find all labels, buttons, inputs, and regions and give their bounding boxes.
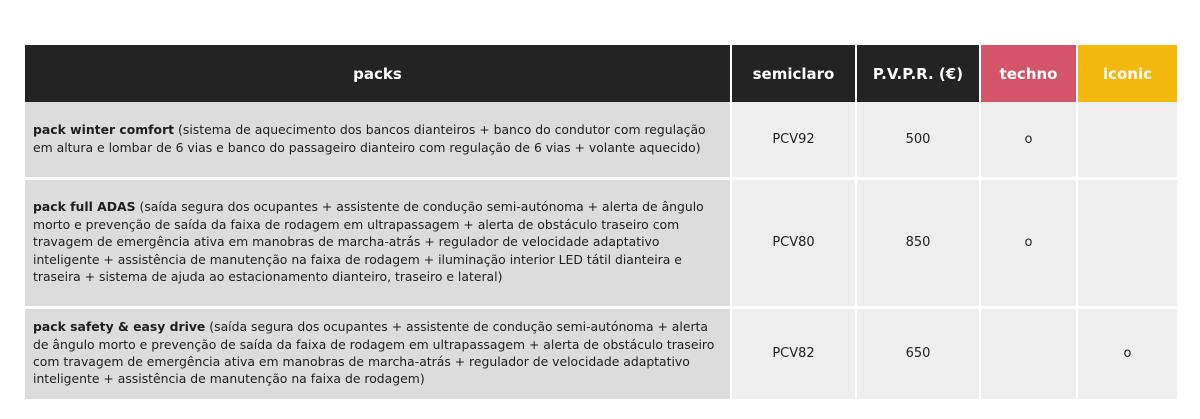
packs-table	[25, 45, 1177, 402]
iconic-availability-cell	[1077, 102, 1177, 179]
pack-name: pack winter comfort	[33, 122, 175, 138]
techno-availability-cell	[980, 308, 1077, 401]
pack-details: (saída segura dos ocupantes + assistente de condução semi-autónoma + alerta de ângulo morto e prevenção de saída da faixa de rodagem em ultrapassagem + alerta de obstáculo traseiro com travagem de emergência ativa em manobras de marcha-atrás + regulador de velocidade adaptativo inteligente + assistência de manutenção na faixa de rodagem)	[33, 319, 715, 387]
iconic-availability-cell: o	[1077, 308, 1177, 401]
header-semiclaro: semiclaro	[731, 45, 856, 102]
table-row	[25, 179, 1177, 308]
table-row	[25, 102, 1177, 179]
header-iconic: iconic	[1077, 45, 1177, 102]
pack-description-cell	[25, 179, 731, 308]
header-techno: techno	[980, 45, 1077, 102]
semiclaro-code-cell: PCV80	[731, 179, 856, 308]
header-pvpr: P.V.P.R. (€)	[856, 45, 980, 102]
semiclaro-code-cell: PCV92	[731, 102, 856, 179]
techno-availability-cell: o	[980, 179, 1077, 308]
pack-description-cell	[25, 102, 731, 179]
price-cell: 500	[856, 102, 980, 179]
pack-name: pack safety & easy drive	[33, 319, 206, 335]
pack-details: (sistema de aquecimento dos bancos dianteiros + banco do condutor com regulação em altura e lombar de 6 vias e banco do passageiro dianteiro com regulação de 6 vias + volante aquecido)	[33, 122, 706, 155]
iconic-availability-cell	[1077, 179, 1177, 308]
pack-description-cell	[25, 308, 731, 401]
techno-availability-cell: o	[980, 102, 1077, 179]
header-packs: packs	[25, 45, 731, 102]
table-header-row	[25, 45, 1177, 102]
price-cell: 850	[856, 179, 980, 308]
semiclaro-code-cell: PCV82	[731, 308, 856, 401]
table-row	[25, 308, 1177, 401]
pack-name: pack full ADAS	[33, 199, 136, 215]
price-cell: 650	[856, 308, 980, 401]
packs-table-container	[25, 45, 1177, 402]
pack-details: (saída segura dos ocupantes + assistente de condução semi-autónoma + alerta de ângulo morto e prevenção de saída da faixa de rodagem em ultrapassagem + alerta de obstáculo traseiro com travagem de emergência ativa em manobras de marcha-atrás + regulador de velocidade adaptativo inteligente + assistência de manutenção na faixa de rodagem + iluminação interior LED tátil dianteira e traseira + sistema de ajuda ao estacionamento dianteiro, traseiro e lateral)	[33, 199, 704, 285]
